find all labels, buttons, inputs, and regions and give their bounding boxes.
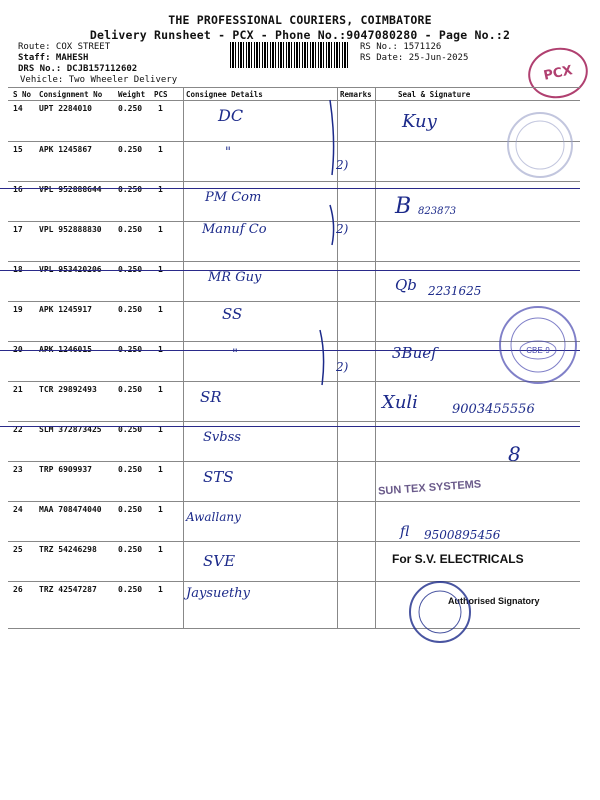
row-pcs: 1 xyxy=(158,185,163,194)
row-consignee: Svbss xyxy=(203,430,241,445)
row-pcs: 1 xyxy=(158,225,163,234)
authorised-signatory: Authorised Signatory xyxy=(448,596,540,606)
rs-date: RS Date: 25-Jun-2025 xyxy=(360,53,469,63)
electricals-seal-stamp xyxy=(508,113,572,177)
signature: Kuy xyxy=(402,111,437,132)
vehicle-label: Vehicle: Two Wheeler Delivery xyxy=(20,75,178,85)
row-sno: 16 xyxy=(13,185,23,194)
row-weight: 0.250 xyxy=(118,585,143,594)
row-pcs: 1 xyxy=(158,585,163,594)
pcx-stamp: PCX xyxy=(523,42,592,103)
col-sno: S No xyxy=(13,90,32,99)
row-consignment: APK 1246015 xyxy=(39,345,92,354)
row-sno: 21 xyxy=(13,385,23,394)
balaji-seal-inner xyxy=(511,318,565,372)
remarks-bracket xyxy=(320,330,324,385)
row-weight: 0.250 xyxy=(118,145,143,154)
remarks-bracket xyxy=(330,205,334,245)
signature: Xuli xyxy=(382,392,418,413)
row-weight: 0.250 xyxy=(118,305,143,314)
row-pcs: 1 xyxy=(158,345,163,354)
row-consignment: APK 1245917 xyxy=(39,305,92,314)
row-weight: 0.250 xyxy=(118,465,143,474)
row-consignee: SS xyxy=(222,305,243,323)
row-weight: 0.250 xyxy=(118,265,143,274)
cbe-label: CBE-9 xyxy=(526,346,550,355)
handwritten-number: 9003455556 xyxy=(452,402,535,417)
row-sno: 24 xyxy=(13,505,23,514)
electricals-seal-inner xyxy=(516,121,564,169)
handwritten-number: 2231625 xyxy=(428,284,482,298)
row-pcs: 1 xyxy=(158,265,163,274)
row-consignee: Jaysuethy xyxy=(186,586,250,601)
signature: 3Buef xyxy=(392,344,437,362)
col-remarks: Remarks xyxy=(340,90,372,99)
row-pcs: 1 xyxy=(158,104,163,113)
col-consignment: Consignment No xyxy=(39,90,103,99)
row-consignment: VPL 953420206 xyxy=(39,265,102,274)
handwritten-number: 823873 xyxy=(418,206,457,217)
row-consignment: TRP 6909937 xyxy=(39,465,92,474)
company-title: THE PROFESSIONAL COURIERS, COIMBATORE xyxy=(168,13,432,27)
row-sno: 23 xyxy=(13,465,23,474)
row-pcs: 1 xyxy=(158,425,163,434)
sun-tex-stamp: SUN TEX SYSTEMS xyxy=(377,478,482,498)
remarks-note: 2) xyxy=(336,222,349,236)
drs-label: DRS No.: DCJB157112602 xyxy=(18,64,138,74)
signature: fl xyxy=(400,524,410,540)
row-weight: 0.250 xyxy=(118,385,143,394)
sv-electricals-stamp: For S.V. ELECTRICALS xyxy=(392,552,524,566)
row-consignee: SR xyxy=(200,388,222,406)
remarks-note: 2) xyxy=(336,360,349,374)
row-consignment: UPT 2284010 xyxy=(39,104,92,113)
remarks-bracket xyxy=(330,100,334,175)
row-weight: 0.250 xyxy=(118,425,143,434)
row-consignment: MAA 708474040 xyxy=(39,505,102,514)
row-sno: 19 xyxy=(13,305,23,314)
col-consignee: Consignee Details xyxy=(186,90,263,99)
row-sno: 26 xyxy=(13,585,23,594)
row-consignment: TRZ 42547287 xyxy=(39,585,97,594)
col-pcs: PCS xyxy=(154,90,168,99)
row-sno: 22 xyxy=(13,425,23,434)
signature: Qb xyxy=(395,276,417,294)
row-sno: 18 xyxy=(13,265,23,274)
row-pcs: 1 xyxy=(158,145,163,154)
row-pcs: 1 xyxy=(158,385,163,394)
row-consignee: PM Com xyxy=(205,190,262,205)
row-consignee: MR Guy xyxy=(208,270,262,285)
row-weight: 0.250 xyxy=(118,505,143,514)
row-sno: 14 xyxy=(13,104,23,113)
staff-label: Staff: MAHESH xyxy=(18,53,89,63)
row-sno: 20 xyxy=(13,345,23,354)
row-consignment: VPL 952888644 xyxy=(39,185,102,194)
signature: 8 xyxy=(508,442,521,466)
row-consignee: STS xyxy=(203,468,234,486)
row-consignment: TCR 29892493 xyxy=(39,385,97,394)
row-consignment: SLM 372873425 xyxy=(39,425,102,434)
row-weight: 0.250 xyxy=(118,104,143,113)
row-consignee: " xyxy=(225,145,231,160)
row-consignee: SVE xyxy=(203,552,236,570)
rs-number: RS No.: 1571126 xyxy=(360,42,442,52)
row-pcs: 1 xyxy=(158,305,163,314)
handwritten-number: 9500895456 xyxy=(424,528,501,542)
row-consignee: " xyxy=(232,347,238,362)
jayshree-seal-inner xyxy=(419,591,461,633)
col-weight: Weight xyxy=(118,90,146,99)
row-sno: 15 xyxy=(13,145,23,154)
row-sno: 25 xyxy=(13,545,23,554)
signature: B xyxy=(395,194,412,219)
row-sno: 17 xyxy=(13,225,23,234)
row-weight: 0.250 xyxy=(118,545,143,554)
col-seal: Seal & Signature xyxy=(398,90,471,99)
route-label: Route: COX STREET xyxy=(18,42,111,52)
row-consignee: Awallany xyxy=(186,510,241,524)
row-consignee: Manuf Co xyxy=(202,222,267,237)
row-consignment: APK 1245867 xyxy=(39,145,92,154)
row-weight: 0.250 xyxy=(118,185,143,194)
row-consignment: TRZ 54246298 xyxy=(39,545,97,554)
row-consignee: DC xyxy=(218,106,244,125)
row-pcs: 1 xyxy=(158,505,163,514)
row-pcs: 1 xyxy=(158,465,163,474)
row-weight: 0.250 xyxy=(118,225,143,234)
remarks-note: 2) xyxy=(336,158,349,172)
row-pcs: 1 xyxy=(158,545,163,554)
row-consignment: VPL 952888830 xyxy=(39,225,102,234)
row-weight: 0.250 xyxy=(118,345,143,354)
runsheet-subtitle: Delivery Runsheet - PCX - Phone No.:9047080280 - Page No.:2 xyxy=(89,28,511,42)
